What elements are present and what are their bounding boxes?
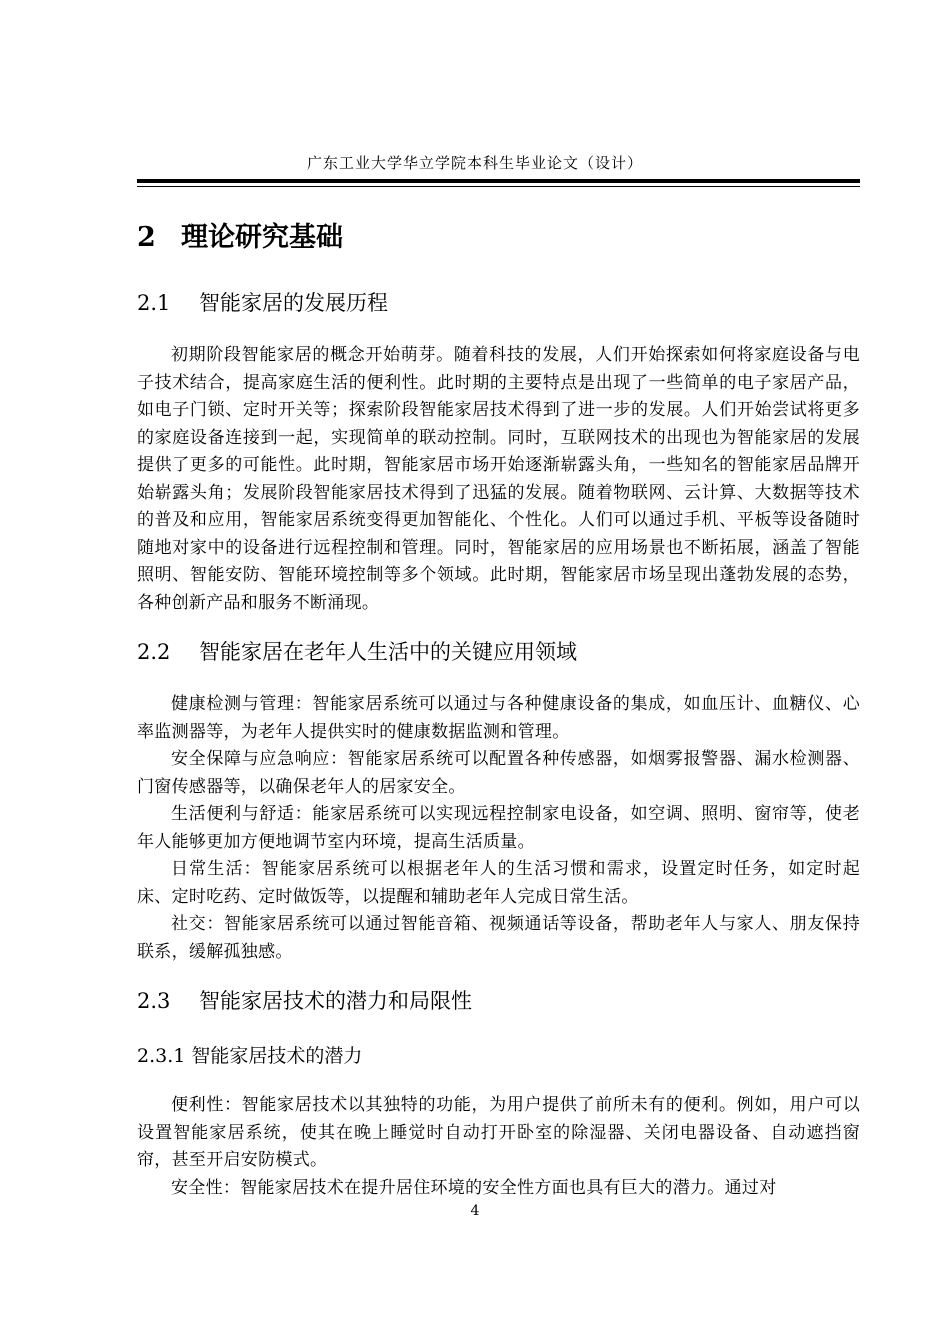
section-title: 智能家居的发展历程: [199, 291, 388, 315]
section-heading: [137, 286, 860, 320]
section-body: [137, 342, 860, 617]
running-header: 广东工业大学华立学院本科生毕业论文（设计）: [306, 154, 643, 172]
paragraph: 安全性：智能家居技术在提升居住环境的安全性方面也具有巨大的潜力。通过对: [171, 1177, 777, 1198]
section-body: [137, 691, 860, 966]
header-rule-thin: [137, 186, 860, 187]
paragraph: 健康检测与管理：智能家居系统可以通过与各种健康设备的集成，如血压计、血糖仪、心率监测器等，为老年人提供实时的健康数据监测和管理。: [137, 694, 860, 742]
subsection-heading: 2.3.1 智能家居技术的潜力: [137, 1045, 363, 1067]
section-title: 智能家居在老年人生活中的关键应用领域: [199, 640, 577, 664]
paragraph: 初期阶段智能家居的概念开始萌芽。随着科技的发展，人们开始探索如何将家庭设备与电子技术结合，提高家庭生活的便利性。此时期的主要特点是出现了一些简单的电子家居产品，如电子门锁、定时开关等；探索阶段智能家居技术得到了进一步的发展。人们开始尝试将更多的家庭设备连接到一起，实现简单的联动控制。同时，互联网技术的出现也为智能家居的发展提供了更多的可能性。此时期，智能家居市场开始逐渐崭露头角，一些知名的智能家居品牌开始崭露头角；发展阶段智能家居技术得到了迅猛的发展。随着物联网、云计算、大数据等技术的普及和应用，智能家居系统变得更加智能化、个性化。人们可以通过手机、平板等设备随时随地对家中的设备进行远程控制和管理。同时，智能家居的应用场景也不断拓展，涵盖了智能照明、智能安防、智能环境控制等多个领域。此时期，智能家居市场呈现出蓬勃发展的态势，各种创新产品和服务不断涌现。: [137, 345, 860, 613]
section-title: 智能家居技术的潜力和局限性: [199, 989, 472, 1013]
header-rule-thick: [137, 179, 860, 183]
chapter-heading: [137, 218, 860, 258]
paragraph: 安全保障与应急响应：智能家居系统可以配置各种传感器，如烟雾报警器、漏水检测器、门窗传感器等，以确保老年人的居家安全。: [137, 749, 860, 797]
paragraph: 社交：智能家居系统可以通过智能音箱、视频通话等设备，帮助老年人与家人、朋友保持联系，缓解孤独感。: [137, 914, 860, 962]
section-heading: [137, 984, 860, 1018]
section-number: 2.3: [137, 989, 171, 1013]
section-heading: [137, 635, 860, 669]
page-number: 4: [470, 1203, 480, 1219]
subsection-body: [137, 1092, 860, 1202]
paragraph: 便利性：智能家居技术以其独特的功能，为用户提供了前所未有的便利。例如，用户可以设置智能家居系统，使其在晚上睡觉时自动打开卧室的除湿器、关闭电器设备、自动遮挡窗帘，甚至开启安防模式。: [137, 1095, 860, 1170]
section-number: 2.1: [137, 291, 171, 315]
chapter-title: 理论研究基础: [181, 222, 343, 253]
paragraph: 日常生活：智能家居系统可以根据老年人的生活习惯和需求，设置定时任务，如定时起床、定时吃药、定时做饭等，以提醒和辅助老年人完成日常生活。: [137, 859, 860, 907]
paragraph: 生活便利与舒适：能家居系统可以实现远程控制家电设备，如空调、照明、窗帘等，使老年人能够更加方便地调节室内环境，提高生活质量。: [137, 804, 860, 852]
page-body: [137, 218, 860, 1202]
section-number: 2.2: [137, 640, 171, 664]
chapter-number: 2: [137, 222, 156, 253]
